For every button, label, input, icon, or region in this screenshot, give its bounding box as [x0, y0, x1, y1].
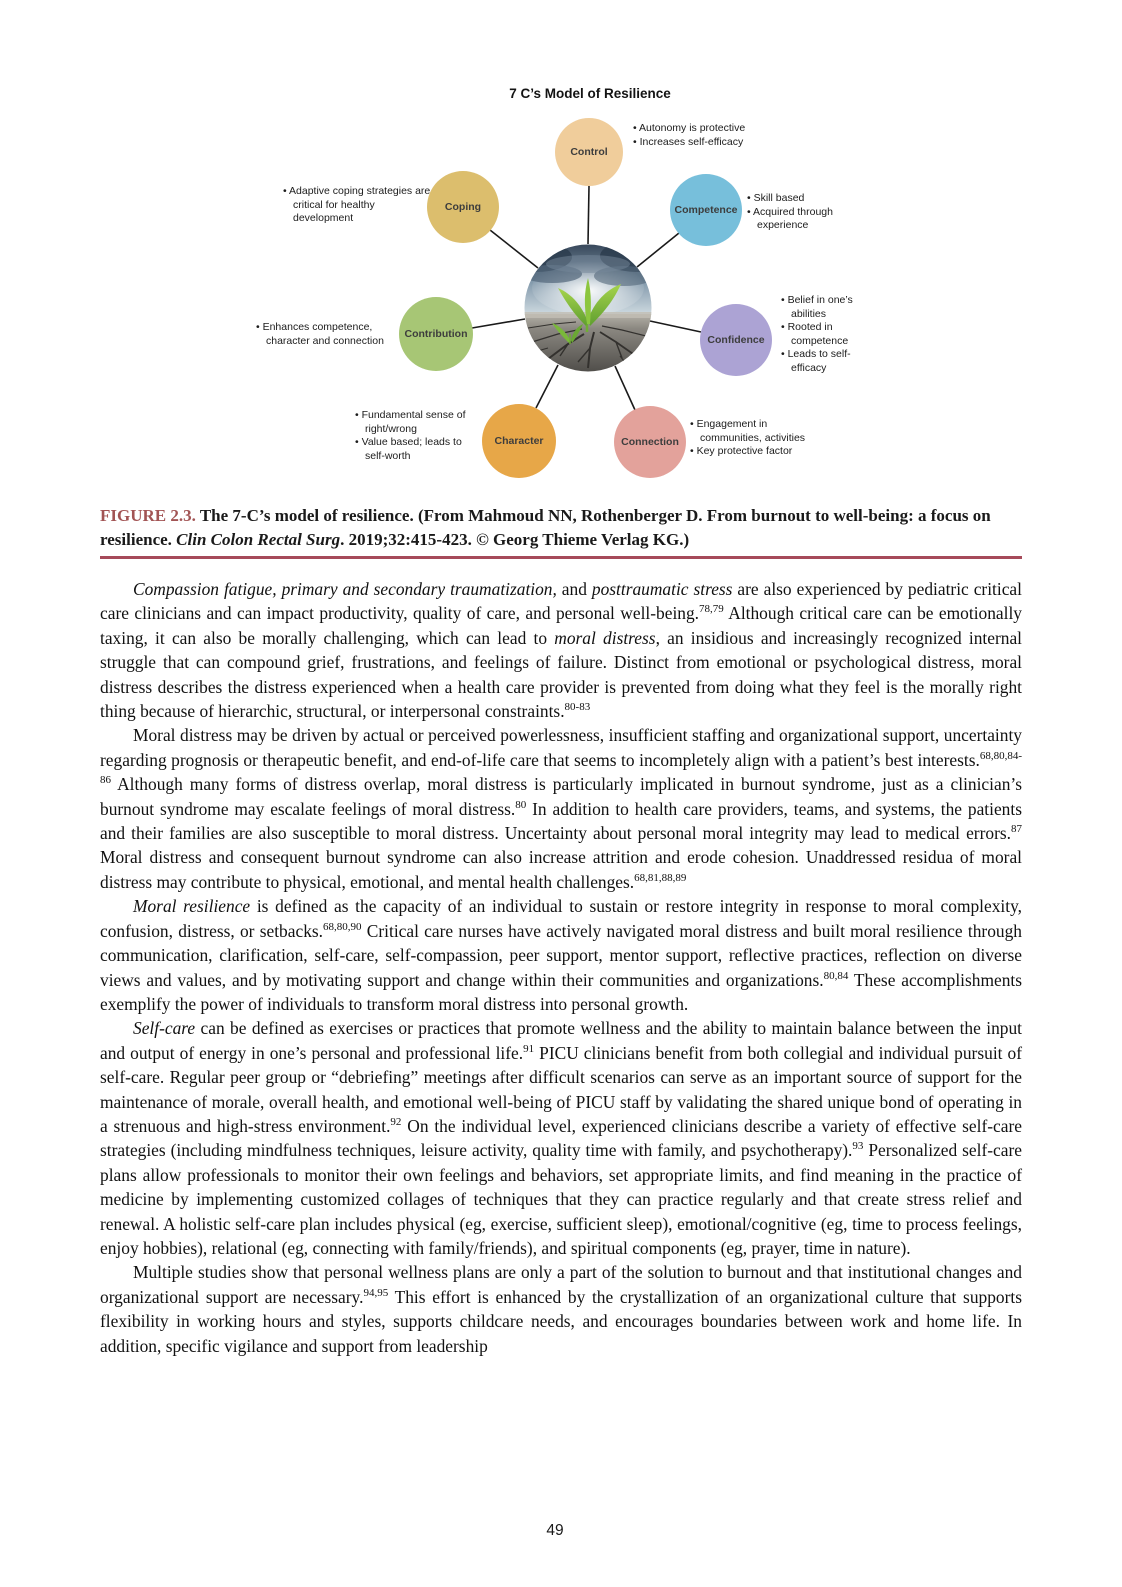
connection-bullets [690, 418, 822, 459]
bullet-item: • Skill based [747, 192, 859, 206]
contribution-circle [399, 297, 473, 371]
paragraph-segment: Personalized self-care plans allow professionals to monitor their own feelings and behaviors, set appropriate limits, and find meaning in the practice of medicine by implementing customized collages of techniques that they can practice regularly and that create stress relief and renewal. A holistic self-care plan includes physical (eg, exercise, sufficient sleep), emotional/cognitive (eg, time to process feelings, enjoy hobbies), relational (eg, connecting with family/friends), and spiritual components (eg, prayer, time in nature). [100, 1140, 1022, 1258]
paragraph-segment: 94,95 [363, 1286, 389, 1299]
bullet-item: • Engagement in communities, activities [690, 418, 822, 445]
figure-caption [100, 504, 1022, 551]
paragraph-segment: 92 [390, 1116, 402, 1129]
control-label: Control [570, 146, 608, 158]
paragraph-segment: Compassion fatigue, primary and secondary traumatization, [133, 579, 557, 599]
paragraph-segment: 93 [852, 1140, 864, 1153]
connection-label: Connection [621, 436, 679, 448]
paragraph-segment: 80-83 [564, 701, 591, 714]
bullet-item: • Rooted in competence [781, 321, 877, 348]
competence-bullets [747, 192, 859, 233]
control-circle [555, 118, 623, 186]
competence-circle [670, 174, 742, 246]
paragraph-segment: On the individual level, experienced clinicians describe a variety of effective self-care strategies (including mindfulness techniques, leisure activity, quality time with family, and psychotherapy). [100, 1115, 1022, 1161]
paragraph-segment: Self-care [133, 1018, 196, 1039]
paragraph-segment: is defined as the capacity of an individual to sustain or restore integrity in response to moral complexity, confusion, distress, or setbacks. [100, 896, 1023, 941]
paragraph-segment: Although many forms of distress overlap, moral distress is particularly implicated in burnout syndrome, just as a clinician’s burnout syndrome may escalate feelings of moral distress. [100, 774, 1022, 819]
body-paragraphs [100, 577, 1022, 1358]
section-divider [100, 556, 1022, 559]
paragraph-segment: 68,81,88,89 [634, 872, 687, 885]
page-number: 49 [546, 1522, 564, 1539]
coping-bullets [283, 185, 431, 226]
paragraph-segment: Moral distress may be driven by actual or perceived powerlessness, insufficient staffing and organizational support, uncertainty regarding prognosis or therapeutic benefit, and end-of-life care that seems to incompletely align with a patient’s best interests. [100, 725, 1022, 770]
diagram-title: 7 C’s Model of Resilience [509, 86, 671, 101]
paragraph-segment: 91 [523, 1042, 535, 1055]
paragraph-segment: These accomplishments exemplify the power of individuals to transform moral distress into personal growth. [100, 969, 1022, 1014]
paragraph-segment: 78,79 [699, 603, 724, 616]
bullet-item: • Increases self-efficacy [633, 136, 783, 150]
paragraph [100, 1016, 1022, 1260]
paragraph [100, 894, 1022, 1016]
bullet-item: • Value based; leads to self-worth [355, 436, 481, 463]
resilience-diagram [0, 0, 1122, 500]
paragraph-segment: 68,80,84-86 [100, 750, 1022, 787]
bullet-item: • Enhances competence, character and connection [256, 321, 406, 348]
paragraph-segment: Moral resilience [133, 896, 251, 917]
paragraph-segment: Multiple studies show that personal wellness plans are only a part of the solution to burnout and that institutional changes and organizational support are necessary. [100, 1262, 1022, 1307]
bullet-item: • Acquired through experience [747, 206, 859, 233]
paragraph-segment: 68,80,90 [323, 920, 362, 933]
paragraph-segment: In addition to health care providers, teams, and systems, the patients and their families are also susceptible to moral distress. Uncertainty about personal moral integrity may lead to medical errors. [100, 798, 1022, 844]
bullet-item: • Belief in one’s abilities [781, 294, 877, 321]
caption-segment: Clin Colon Rectal Surg [176, 529, 341, 549]
figure-label: FIGURE 2.3. [100, 506, 196, 525]
character-label: Character [494, 435, 544, 447]
paragraph-segment: 87 [1011, 823, 1022, 836]
character-bullets [355, 409, 481, 463]
confidence-label: Confidence [707, 334, 765, 346]
character-circle [482, 404, 556, 478]
coping-label: Coping [444, 201, 482, 213]
paragraph-segment: Although critical care can be emotionally taxing, it can also be morally challenging, which can lead to [100, 603, 1022, 648]
paragraph [100, 1260, 1022, 1358]
paragraph-segment: PICU clinicians benefit from both collegial and individual pursuit of self-care. Regular peer group or “debriefing” meetings after difficult scenarios can serve as an important source of support for the maintenance of morale, overall health, and emotional well-being of PICU staff by validating the shared unique bond of operating in a strenuous and high-stress environment. [100, 1042, 1022, 1136]
bullet-item: • Fundamental sense of right/wrong [355, 409, 481, 436]
competence-label: Competence [674, 204, 738, 216]
paragraph [100, 723, 1022, 894]
bullet-item: • Key protective factor [690, 445, 822, 459]
paragraph-segment: posttraumatic stress [591, 579, 733, 599]
bullet-item: • Leads to self-efficacy [781, 348, 877, 375]
paragraph-segment: are also experienced by pediatric critical care clinicians and can impact productivity, quality of care, and personal well-being. [100, 579, 1022, 624]
coping-circle [427, 171, 499, 243]
confidence-circle [700, 304, 772, 376]
paragraph-segment: This effort is enhanced by the crystallization of an organizational culture that supports flexibility in working hours and styles, supports childcare needs, and encourages boundaries between work and home life. In addition, specific vigilance and support from leadership [100, 1286, 1022, 1356]
resilience-photo [524, 244, 652, 372]
paragraph-segment: Critical care nurses have actively navigated moral distress and built moral resilience through communication, clarification, self-care, self-compassion, peer support, mentor support, reflective practices, reflection on diverse views and values, and by motivating support and change within their communities and organizations. [100, 920, 1022, 990]
caption-segment: . 2019;32:415-423. © Georg Thieme Verlag KG.) [340, 529, 690, 549]
contribution-label: Contribution [404, 328, 468, 340]
paragraph-segment: , an insidious and increasingly recognized internal struggle that can compound grief, frustrations, and feelings of failure. Distinct from emotional or psychological distress, moral distress describes the distress experienced when a health care provider is prevented from doing what they feel is the morally right thing because of hierarchic, structural, or interpersonal constraints. [100, 627, 1023, 722]
paragraph-segment: moral distress [554, 627, 656, 648]
control-bullets [633, 122, 783, 149]
caption-segment: The 7-C’s model of resilience. (From Mahmoud NN, Rothenberger D. From burnout to well-being: a focus on resilience. [100, 506, 991, 549]
contribution-bullets [256, 321, 406, 348]
bullet-item: • Autonomy is protective [633, 122, 783, 136]
confidence-bullets [781, 294, 877, 375]
paragraph [100, 577, 1022, 723]
connection-circle [614, 406, 686, 478]
paragraph-segment: 80,84 [823, 969, 849, 982]
paragraph-segment: and [556, 579, 592, 599]
bullet-item: • Adaptive coping strategies are critical for healthy development [283, 185, 431, 226]
paragraph-segment: 80 [515, 798, 527, 811]
paragraph-segment: can be defined as exercises or practices that promote wellness and the ability to maintain balance between the input and output of energy in one’s personal and professional life. [100, 1018, 1022, 1063]
paragraph-segment: Moral distress and consequent burnout syndrome can also increase attrition and erode cohesion. Unaddressed residua of moral distress may contribute to physical, emotional, and mental health challenges. [100, 847, 1022, 892]
